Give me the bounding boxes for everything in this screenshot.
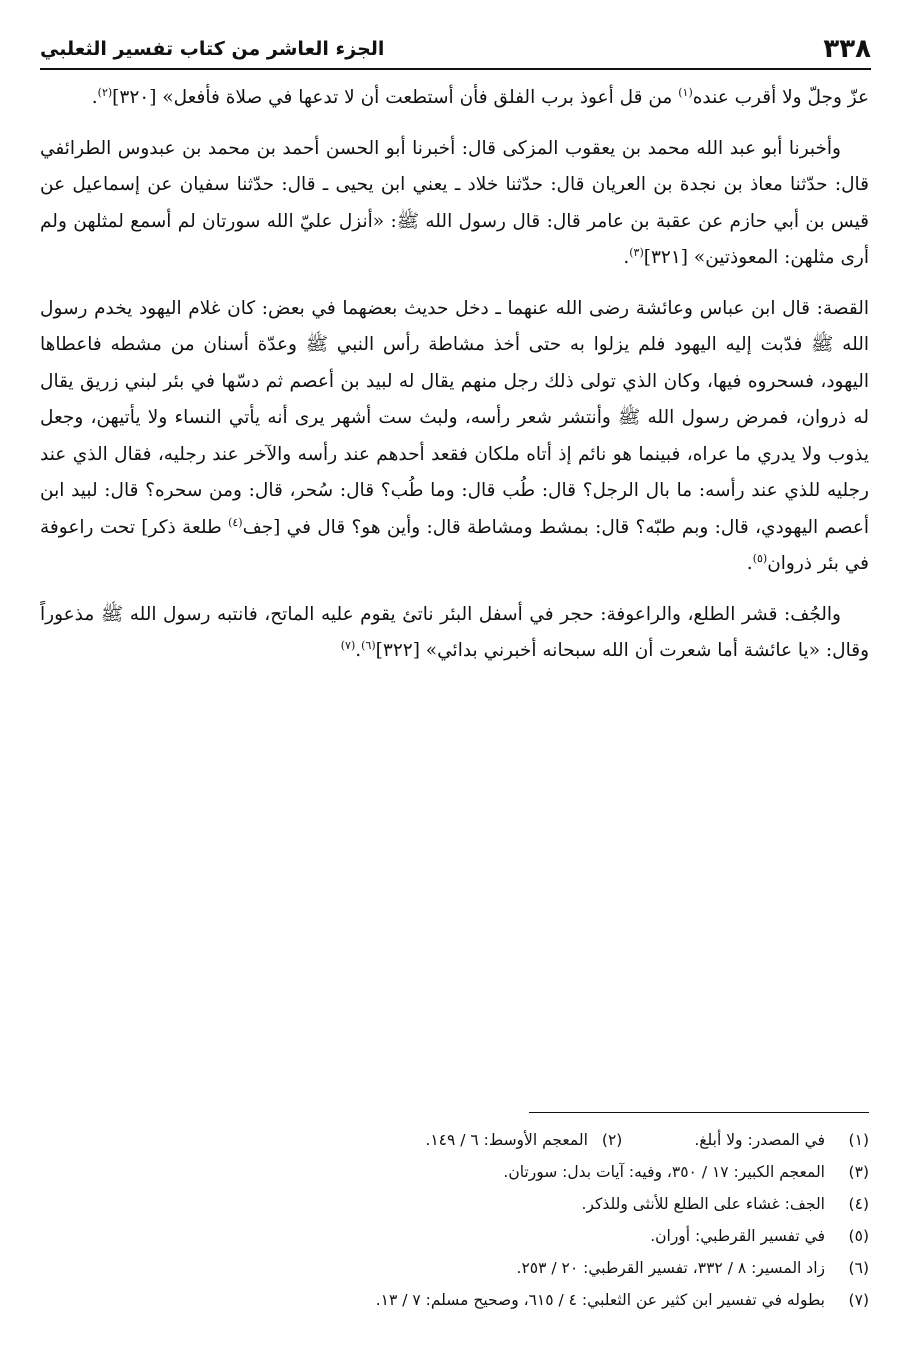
text-run: .: [355, 640, 362, 661]
footnote-number: (٢): [601, 1131, 623, 1149]
page-number: ٣٣٨: [823, 34, 871, 64]
text-run: طلعة ذكر] تحت راعوفة في بئر ذروان: [40, 516, 869, 574]
footnote-text: المعجم الأوسط: ٦ / ١٤٩.: [425, 1131, 588, 1149]
paragraph-4: [40, 597, 869, 670]
footnote-text: في المصدر: ولا أبلغ.: [694, 1131, 825, 1149]
footnote-text: في تفسير القرطبي: أوران.: [650, 1227, 825, 1245]
running-header: [40, 28, 871, 64]
footnote-row: [60, 1124, 869, 1156]
header-title: الجزء العاشر من كتاب تفسير الثعلبي: [40, 38, 385, 60]
text-run: .: [91, 87, 98, 108]
text-run: من قل أعوذ برب الفلق فأن أستطعت أن لا تدعها في صلاة فأفعل» [٣٢٠]: [112, 87, 679, 108]
text-run: القصة: قال ابن عباس وعائشة رضى الله عنهما ـ دخل حديث بعضهما في بعض: كان غلام اليهود يخدم رسول الله ﷺ فدّبت إليه اليهود فلم يزلوا به حتى أخذ مشاطة رأس النبي ﷺ وعدّة أسنان من مشطه فاعطاها اليهود، فسحروه فيها، وكان الذي تولى ذلك رجل منهم يقال له لبيد بن أعصم ثم دسّها في بئر لبني زريق يقال له ذروان، فمرض رسول الله ﷺ وأنتشر شعر رأسه، ولبث ست أشهر يرى أنه يأتي النساء ولا يأتيهن، وجعل يذوب ولا يدري ما عراه، فبينما هو نائم إذ أتاه ملكان فقعد أحدهم عند رأسه والآخر عند رجليه، فقال الذي عند رجليه للذي عند رأسه: ما بال الرجل؟ قال: طُب قال: وما طُب؟ قال: سُحر، قال: ومن سحره؟ قال: لبيد ابن أعصم اليهودي، قال: وبم طبّه؟ قال: بمشط ومشاطة قال: وأين هو؟ قال في [جف: [40, 297, 870, 538]
footnote-text: المعجم الكبير: ١٧ / ٣٥٠، وفيه: آيات بدل: سورتان.: [503, 1163, 825, 1181]
footnote-text: الجف: غشاء على الطلع للأنثى وللذكر.: [581, 1195, 825, 1213]
footnote-number: (٥): [848, 1227, 869, 1245]
paragraph-1: [40, 80, 869, 117]
footnote-ref-5[interactable]: (٥): [752, 551, 768, 565]
footnote-ref-1[interactable]: (١): [678, 85, 693, 99]
footnote-2: [425, 1124, 622, 1156]
footnote-ref-2[interactable]: (٢): [97, 85, 113, 99]
text-run: .: [623, 247, 630, 268]
footnote-4: [60, 1188, 869, 1220]
footnote-7: [60, 1284, 869, 1316]
footnote-number: (١): [848, 1131, 869, 1149]
footnote-5: [60, 1220, 869, 1252]
footnote-divider: [529, 1112, 869, 1113]
text-run: .: [746, 553, 753, 574]
footnote-number: (٦): [848, 1259, 869, 1277]
footnote-text: بطوله في تفسير ابن كثير عن الثعلبي: ٤ / ٦١٥، وصحيح مسلم: ٧ / ١٣.: [375, 1291, 825, 1309]
footnotes: [60, 1124, 869, 1316]
main-text: [40, 80, 869, 670]
footnote-ref-7[interactable]: (٧): [340, 638, 356, 652]
footnote-number: (٧): [848, 1291, 869, 1309]
footnote-1: [694, 1124, 869, 1156]
paragraph-2: [40, 131, 869, 277]
text-run: والجُف: قشر الطلع، والراعوفة: حجر في أسفل البئر ناتئ يقوم عليه الماتح، فانتبه رسول الله ﷺ مذعوراً وقال: «يا عائشة أما شعرت أن الله سبحانه أخبرني بدائي» [٣٢٢]: [40, 603, 869, 661]
footnote-ref-3[interactable]: (٣): [629, 245, 644, 259]
footnote-6: [60, 1252, 869, 1284]
footnote-text: زاد المسير: ٨ / ٣٣٢، تفسير القرطبي: ٢٠ / ٢٥٣.: [516, 1259, 825, 1277]
footnote-3: [60, 1156, 869, 1188]
header-divider: [40, 68, 871, 70]
footnote-number: (٤): [848, 1195, 869, 1213]
footnote-ref-6[interactable]: (٦): [361, 638, 376, 652]
footnote-number: (٣): [848, 1163, 869, 1181]
text-run: عزّ وجلّ ولا أقرب عنده: [692, 87, 869, 108]
footnote-ref-4[interactable]: (٤): [228, 515, 243, 529]
text-run: وأخبرنا أبو عبد الله محمد بن يعقوب المزكى قال: أخبرنا أبو الحسن أحمد بن محمد بن عبدوس الطرائفي قال: حدّثنا معاذ بن نجدة بن العريان قال: حدّثنا خلاد ـ يعني ابن يحيى ـ قال: حدّثنا سفيان عن إسماعيل عن قيس بن أبي حازم عن عقبة بن عامر قال: قال رسول الله ﷺ: «أنزل عليّ الله سورتان لم أسمع لمثلهن ولم أرى مثلهن: المعوذتين» [٣٢١]: [40, 137, 869, 268]
paragraph-3: [40, 291, 869, 583]
